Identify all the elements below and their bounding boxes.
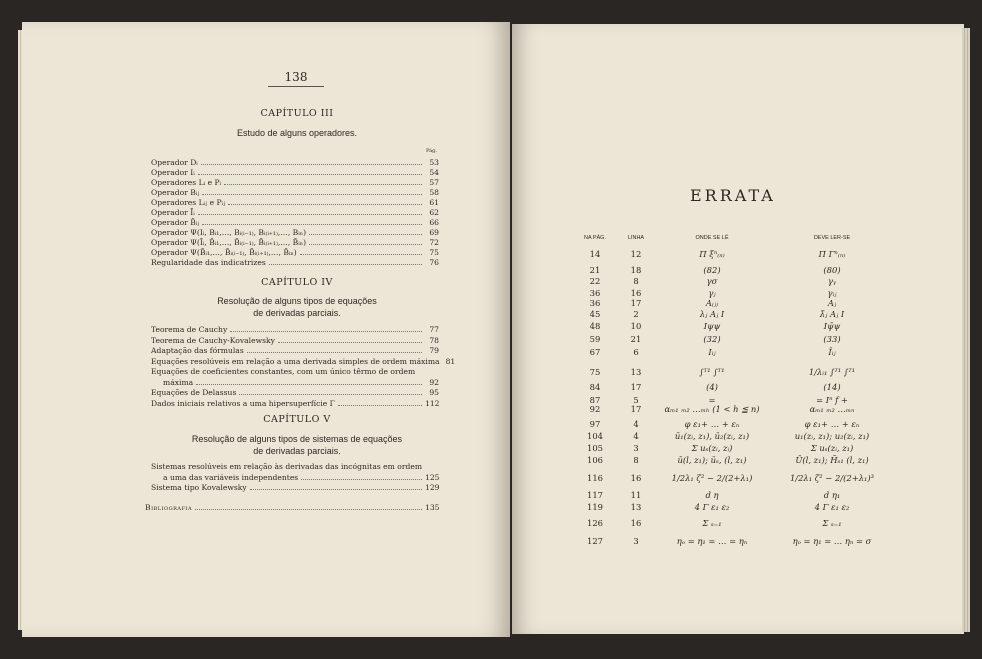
toc-leader [338,405,422,406]
toc-entry-page: 81 [445,356,456,366]
errata-line: 11 [630,490,642,500]
toc-leader [201,164,422,165]
errata-correct: Iψ̄ψ [823,321,841,331]
toc-entry-page: 53 [429,158,439,167]
errata-page: 104 [587,431,603,441]
errata-wrong: Σ ₛ₌₁ [702,518,722,528]
toc-leader [309,244,422,245]
errata-line: 17 [630,382,642,392]
toc-entry-text: Teorema de Cauchy-Kovalewsky [151,335,275,345]
toc-entry-page: 78 [429,335,439,345]
errata-correct: (80) [823,265,841,275]
page-edges-right [962,28,970,632]
toc-entry-page: 92 [429,377,439,387]
errata-correct: u₁(zᵢ, z₁); u₂(zᵢ, z₁) [794,431,870,441]
toc-entry-text: Operador Bᵢⱼ [151,188,200,197]
toc-entry [151,483,439,494]
errata-correct: Ū(l, z₁); H̄ₛ₁ (l, z₁) [795,455,869,465]
errata-page: 106 [587,455,603,465]
toc-entry [151,228,439,238]
errata-wrong: Iᵢⱼ [708,347,716,357]
errata-wrong: A₍ⱼ₎ [705,298,719,308]
chapter-subtitle: Estudo de alguns operadores. [236,128,358,138]
toc-entry-page: 54 [429,168,439,177]
errata-line: 17 [630,404,642,414]
errata-correct: Π Γⁿ₍ₙ₎ [818,249,846,259]
toc-entry-text: máxima [163,377,194,387]
errata-page: 14 [589,249,601,259]
toc-entry [151,473,439,484]
errata-wrong: (32) [703,334,721,344]
toc-entry [151,399,439,410]
toc-entry-page: 62 [429,208,439,217]
column-header: ONDE SE LÊ [695,235,729,241]
errata-page: 117 [587,490,603,500]
toc-entry-page: 75 [429,248,439,257]
toc-entry-page: 66 [429,218,439,227]
errata-correct: 4 Γ ε₁ ε₂ [814,502,850,512]
errata-wrong: φ ε₁+ … + εₙ [684,419,740,429]
errata-line: 4 [633,419,639,429]
errata-correct: λ̄ⱼ Aⱼ I [819,309,845,319]
errata-wrong: λⱼ Aⱼ I [699,309,725,319]
column-header: LINHA [627,235,645,241]
errata-line: 16 [630,518,642,528]
errata-wrong: 4 Γ ε₁ ε₂ [694,502,730,512]
errata-wrong: ū₁(zᵢ, z₁), ū₂(zᵢ, z₁) [674,431,750,441]
toc-entry-text: Operadores Lᵢ e Pᵢ [151,178,222,187]
toc-entry-text: Sistema tipo Kovalewsky [151,483,247,492]
toc-leader [228,204,422,205]
errata-line: 16 [630,473,642,483]
toc-entry [151,178,439,188]
chapter-subtitle: Resolução de alguns tipos de equações [217,296,377,306]
toc-entry-text: Equações de Delassus [151,388,237,397]
toc-entry-text: Regularidade das indicatrizes [151,258,266,267]
toc-entry-page: 57 [429,178,439,187]
errata-line: 3 [633,536,639,546]
toc-leader [301,479,422,480]
toc-entry-text: Operador Ψ(Iᵢ, Bᵢ₁,…, Bᵢ₍ᵢ₋₁₎, Bᵢ₍ᵢ₊₁₎,…, Bᵢₙ) [151,228,307,237]
toc-entry-page: 69 [429,228,439,237]
errata-correct: γᵢⱼ [827,288,837,298]
toc-entry [151,208,439,218]
errata-correct: (33) [823,334,841,344]
toc-entry-page: 58 [429,188,439,197]
toc-entry-text: Teorema de Cauchy [151,325,228,334]
toc-entry [151,462,439,473]
toc-leader [250,489,422,490]
errata-wrong: (4) [706,382,718,392]
toc-leader [269,264,422,265]
toc-entry [151,238,439,248]
toc-leader [230,331,422,332]
errata-line: 5 [633,395,639,405]
errata-line: 10 [630,321,642,331]
toc-entry [151,158,439,168]
toc-entry [151,168,439,178]
errata-wrong: (82) [703,265,721,275]
toc-entry-page: 76 [429,258,439,267]
toc-leader [198,214,422,215]
errata-page: 75 [589,367,601,377]
errata-page: 22 [589,276,601,286]
page-column-label: Pág. [426,148,437,154]
errata-wrong: ∫ᵀ¹ ∫ᵀ¹ [699,367,725,377]
toc-entry-page: 61 [429,198,439,207]
chapter-subtitle: de derivadas parciais. [253,446,341,456]
errata-wrong: γⱼ [708,288,716,298]
toc-entry [151,218,439,228]
toc-leader [239,394,422,395]
toc-entry-text: Operador B̄ᵢⱼ [151,218,200,227]
chapter-title: CAPÍTULO III [260,108,334,119]
toc-list [151,158,439,268]
chapter-title: CAPÍTULO V [263,414,331,425]
errata-page: 119 [587,502,603,512]
errata-page: 87 [589,395,601,405]
errata-wrong: ηₒ = η₁ = … = ηₙ [676,536,748,546]
errata-page: 36 [589,288,601,298]
errata-line: 12 [630,249,642,259]
toc-leader [224,184,422,185]
toc-entry [151,248,439,258]
errata-correct: Īᵢⱼ [828,347,836,357]
toc-entry-page: 112 [425,398,440,408]
toc-entry-text: Sistemas resolúveis em relação às derivadas das incógnitas em ordem [151,462,423,471]
errata-wrong: ū(l, z₁); ūₛ, (l, z₁) [677,455,747,465]
errata-page: 92 [589,404,601,414]
errata-page: 45 [589,309,601,319]
toc-entry [151,346,439,357]
toc-entry [151,258,439,268]
toc-entry-page: 77 [429,325,439,334]
toc-list [151,462,439,494]
column-header: NA PÁG. [583,235,606,241]
toc-leader [309,234,422,235]
errata-correct: (14) [823,382,841,392]
toc-entry [151,336,439,347]
toc-entry-text: Equações de coeficientes constantes, com um único têrmo de ordem [151,367,416,376]
toc-entry-text: Operador Iᵢ [151,168,195,177]
toc-entry-text: Equações resolúveis em relação a uma derivada simples de ordem máxima [151,356,440,366]
errata-correct: Σ uₛ(zᵢ, z₁) [810,443,854,453]
bibliography-entry [145,503,439,512]
toc-entry [151,378,439,389]
errata-line: 6 [633,347,639,357]
errata-page: 97 [589,419,601,429]
errata-correct: αₘ₁ ₘ₂ …ₘₙ [809,404,855,414]
toc-leader [247,352,422,353]
chapter-subtitle: de derivadas parciais. [253,308,341,318]
errata-title: ERRATA [690,186,776,205]
errata-wrong: Iψψ [703,321,721,331]
bibliography-page: 135 [425,503,440,512]
errata-line: 2 [633,309,639,319]
toc-entry-text: Operador Ψ(B̄ᵢ₁,…, B̄ᵢ₍ᵢ₋₁₎, B̄ᵢ₍ᵢ₊₁₎,…, B̄ᵢₙ) [151,248,297,257]
errata-wrong: Π ξⁿ₍ₙ₎ [699,249,725,259]
toc-entry-text: Dados iniciais relativos a uma hipersuperfície Γ [151,398,335,408]
toc-leader [196,384,422,385]
errata-wrong: 1/2λ₁ ζ² − 2/(2+λ₁) [671,473,753,483]
errata-correct: Σ ₛ₌₁ [822,518,842,528]
toc-entry-page: 125 [425,472,440,482]
toc-entry-page: 72 [429,238,439,247]
errata-line: 13 [630,502,642,512]
toc-entry [151,325,439,336]
errata-line: 17 [630,298,642,308]
errata-wrong: αₘ₁ ₘ₂ …ₘₕ (1 < h ≦ n) [664,404,760,414]
toc-leader [202,224,422,225]
toc-entry-page: 79 [429,346,439,355]
toc-entry-page: 129 [425,483,440,492]
page-number-rule [268,86,324,87]
errata-wrong: Σ uₛ(zᵢ, zᵢ) [691,443,733,453]
toc-entry-text: a uma das variáveis independentes [163,472,299,482]
errata-page: 21 [589,265,601,275]
errata-correct: ηₒ = η₁ = … ηₙ = σ [792,536,872,546]
errata-correct: γᵧ [827,276,837,286]
toc-entry [151,388,439,399]
errata-correct: φ ε₁+ … + εₙ [804,419,860,429]
bibliography-label: Bibliografia [145,503,193,512]
toc-entry-text: Operador Īᵢ [151,208,195,217]
chapter-title: CAPÍTULO IV [261,277,333,288]
page-number: 138 [284,70,308,84]
toc-leader [202,194,422,195]
toc-entry [151,188,439,198]
errata-correct: Aⱼ [827,298,837,308]
errata-page: 127 [587,536,603,546]
errata-page: 59 [589,334,601,344]
toc-leader [278,342,422,343]
column-header: DEVE LER-SE [813,235,851,241]
toc-entry-page: 95 [429,388,439,397]
toc-entry [151,356,456,368]
errata-page: 105 [587,443,603,453]
toc-leader [198,174,422,175]
errata-wrong: d η [705,490,719,500]
errata-line: 13 [630,367,642,377]
errata-line: 18 [630,265,642,275]
toc-entry-text: Operadores Lᵢⱼ e Pᵢⱼ [151,198,226,207]
toc-entry [151,198,439,208]
errata-line: 16 [630,288,642,298]
errata-page: 48 [589,321,601,331]
chapter-subtitle: Resolução de alguns tipos de sistemas de equações [191,434,403,444]
errata-page: 126 [587,518,603,528]
toc-list [151,325,456,409]
errata-correct: 1/λᵢ₁ ∫ᵀ¹ ∫ᵀ¹ [808,367,856,377]
errata-wrong: γσ [706,276,718,286]
errata-correct: 1/2λ₁ ζ² − 2/(2+λ₁)³ [789,473,875,483]
errata-page: 84 [589,382,601,392]
errata-line: 8 [633,276,639,286]
errata-line: 21 [630,334,642,344]
toc-entry-text: Adaptação das fórmulas [151,346,244,355]
toc-entry [151,367,439,378]
errata-page: 67 [589,347,601,357]
errata-page: 36 [589,298,601,308]
errata-correct: = Iⁿ f + [816,395,848,405]
errata-correct: d η₁ [823,490,841,500]
toc-entry-text: Operador Dᵢ [151,158,198,167]
errata-wrong: = [708,395,716,405]
errata-line: 3 [633,443,639,453]
toc-leader [300,254,422,255]
errata-line: 8 [633,455,639,465]
toc-entry-text: Operador Ψ(Īᵢ, B̄ᵢ₁,…, B̄ᵢ₍ᵢ₋₁₎, B̄ᵢ₍ᵢ₊₁₎,…, B̄ᵢₙ) [151,238,307,247]
errata-line: 4 [633,431,639,441]
errata-page: 116 [587,473,603,483]
